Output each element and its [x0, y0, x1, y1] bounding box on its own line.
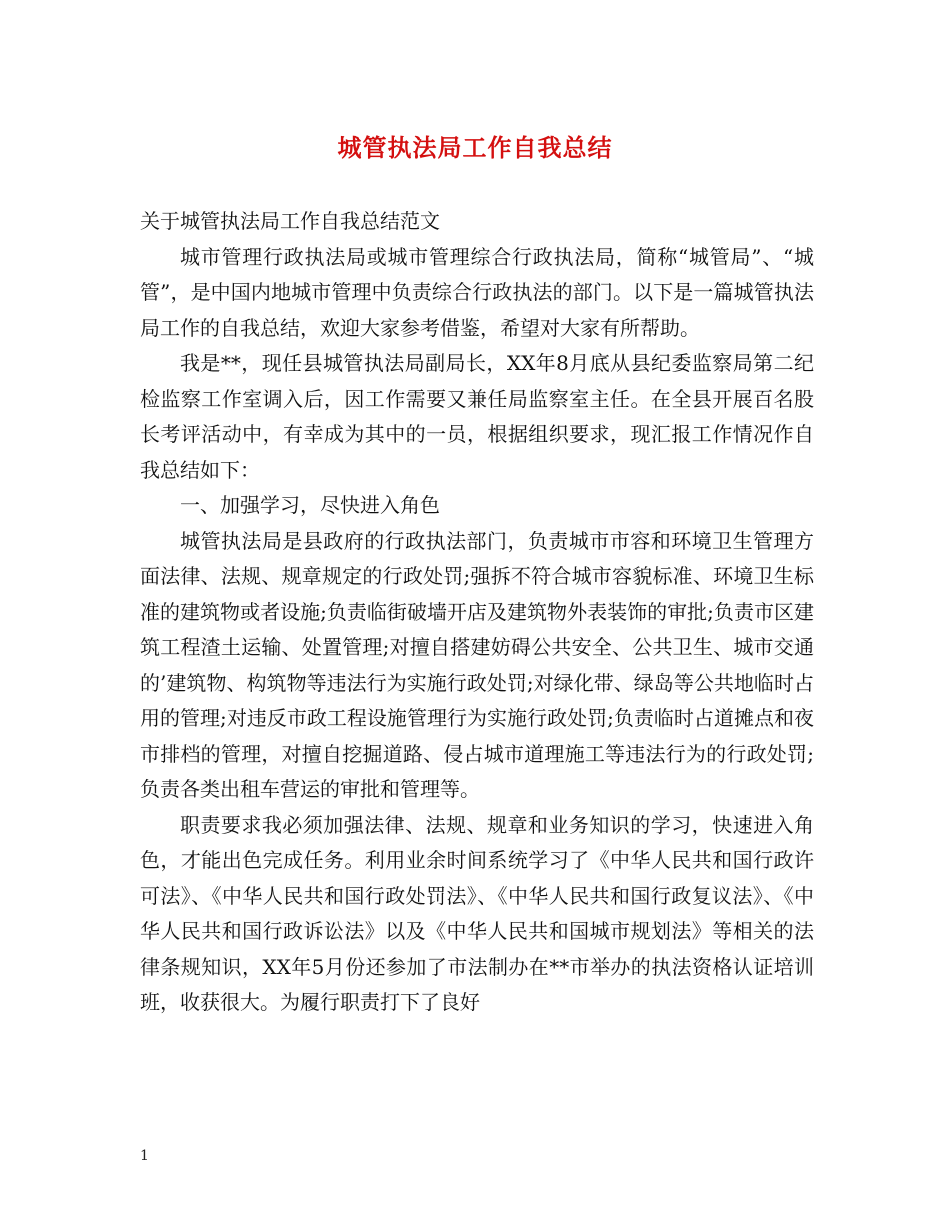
paragraph-intro: 城市管理行政执法局或城市管理综合行政执法局，简称“城管局”、“城管”，是中国内地城市管理中负责综合行政执法的部门。以下是一篇城管执法局工作的自我总结，欢迎大家参考借鉴，希望对大家有所帮助。	[140, 244, 814, 340]
paragraph-study: 职责要求我必须加强法律、法规、规章和业务知识的学习，快速进入角色，才能出色完成任务。利用业余时间系统学习了《中华人民共和国行政许可法》、《中华人民共和国行政处罚法》、《中华人民共和国行政复议法》、《中华人民共和国行政诉讼法》以及《中华人民共和国城市规划法》等相关的法律条规知识，XX年5月份还参加了市法制办在**市举办的执法资格认证培训班，收获很大。为履行职责打下了良好	[140, 812, 814, 1014]
document-body	[140, 204, 814, 1021]
page-number: 1	[140, 1148, 149, 1164]
paragraph-duties: 城管执法局是县政府的行政执法部门，负责城市市容和环境卫生管理方面法律、法规、规章规定的行政处罚;强拆不符合城市容貌标准、环境卫生标准的建筑物或者设施;负责临街破墙开店及建筑物外表装饰的审批;负责市区建筑工程渣土运输、处置管理;对擅自搭建妨碍公共安全、公共卫生、城市交通的’建筑物、构筑物等违法行为实施行政处罚;对绿化带、绿岛等公共地临时占用的管理;对违反市政工程设施管理行为实施行政处罚;负责临时占道摊点和夜市排档的管理，对擅自挖掘道路、侵占城市道理施工等违法行为的行政处罚;负责各类出租车营运的审批和管理等。	[140, 528, 814, 801]
paragraph-self-introduction: 我是**，现任县城管执法局副局长，XX年8月底从县纪委监察局第二纪检监察工作室调入后，因工作需要又兼任局监察室主任。在全县开展百名股长考评活动中，有幸成为其中的一员，根据组织要求，现汇报工作情况作自我总结如下：	[140, 351, 814, 482]
document-title: 城管执法局工作自我总结	[337, 133, 613, 162]
section-heading-1: 一、加强学习，尽快进入角色	[180, 493, 440, 517]
document-subtitle: 关于城管执法局工作自我总结范文	[140, 209, 440, 233]
